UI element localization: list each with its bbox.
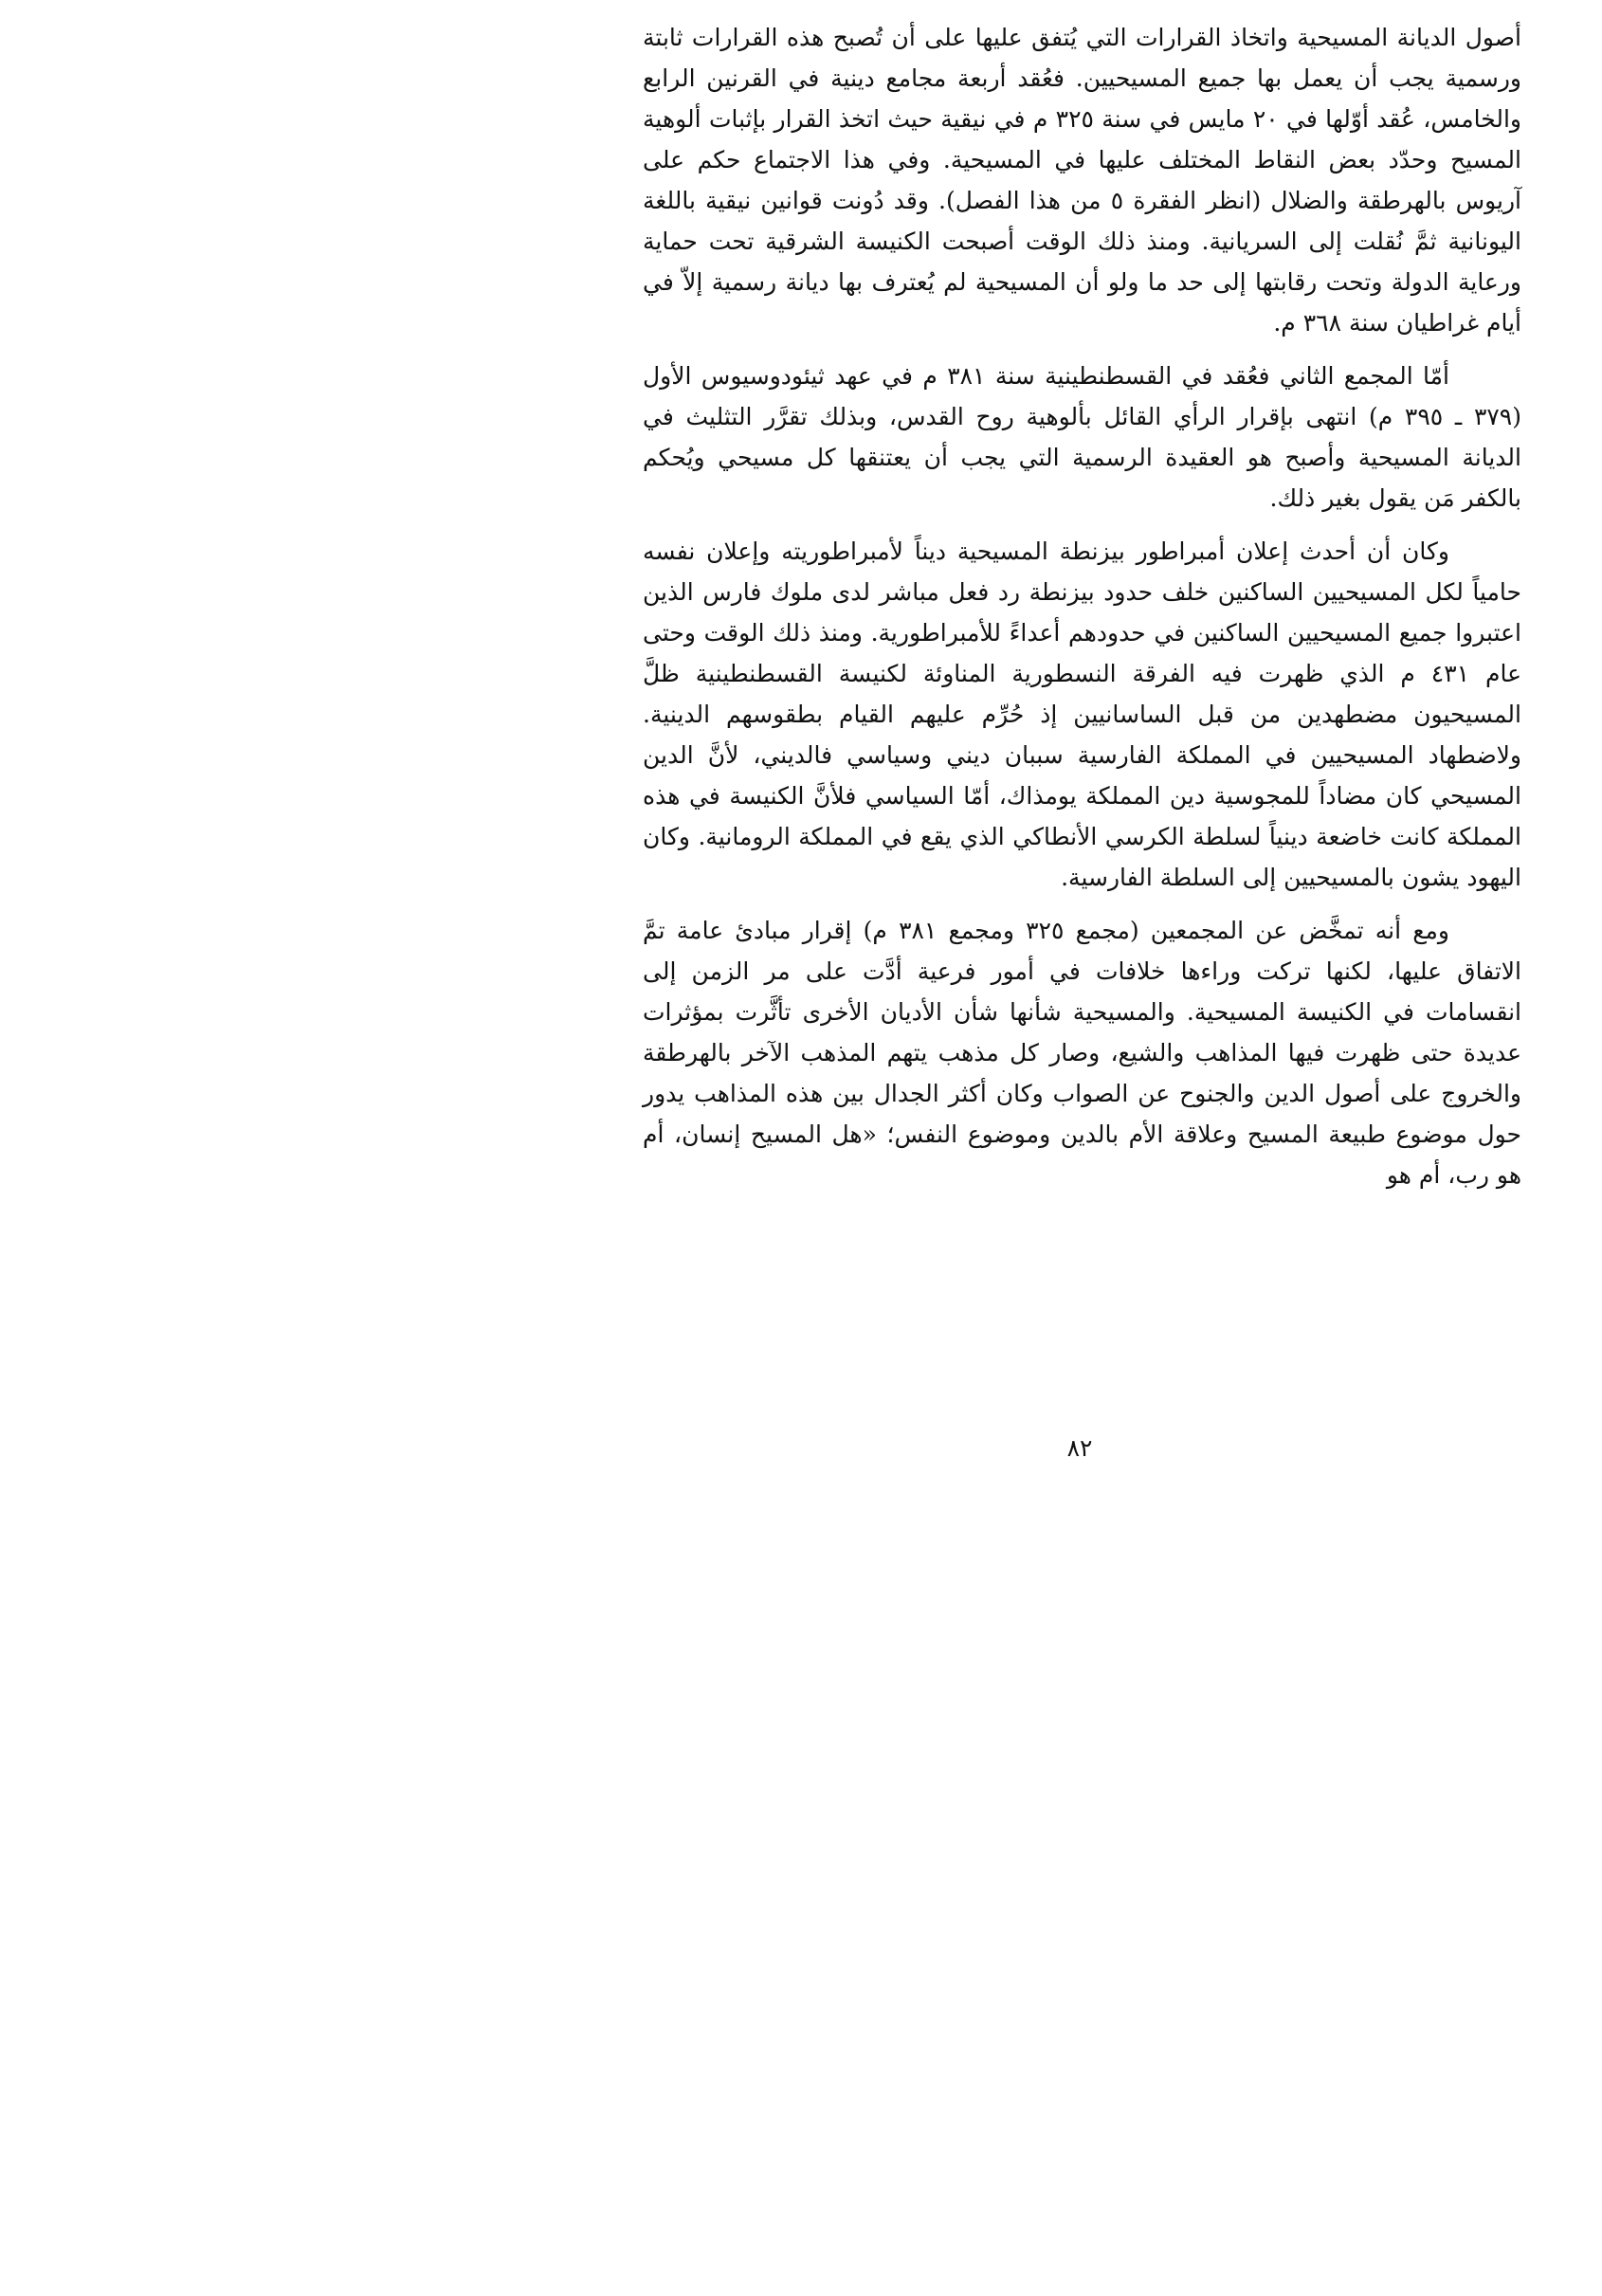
paragraph-3: وكان أن أحدث إعلان أمبراطور بيزنطة المسيحية ديناً لأمبراطوريته وإعلان نفسه حامياً لكل المسيحيين الساكنين خلف حدود بيزنطة رد فعل مباشر لدى ملوك فارس الذين اعتبروا جميع المسيحيين الساكنين في حدودهم أعداءً للأمبراطورية. ومنذ ذلك الوقت وحتى عام ٤٣١ م الذي ظهرت فيه الفرقة النسطورية المناوئة لكنيسة القسطنطينية ظلَّ المسيحيون مضطهدين من قبل الساسانيين إذ حُرِّم عليهم القيام بطقوسهم الدينية. ولاضطهاد المسيحيين في المملكة الفارسية سببان ديني وسياسي فالديني، لأنَّ الدين المسيحي كان مضاداً للمجوسية دين المملكة يومذاك، أمّا السياسي فلأنَّ الكنيسة في هذه المملكة كانت خاضعة دينياً لسلطة الكرسي الأنطاكي الذي يقع في المملكة الرومانية. وكان اليهود يشون بالمسيحيين إلى السلطة الفارسية.: [643, 538, 1521, 891]
paragraph-1: أصول الديانة المسيحية واتخاذ القرارات التي يُتفق عليها على أن تُصبح هذه القرارات ثابتة ورسمية يجب أن يعمل بها جميع المسيحيين. فعُقد أربعة مجامع دينية في القرنين الرابع والخامس، عُقد أوّلها في ٢٠ مايس في سنة ٣٢٥ م في نيقية حيث اتخذ القرار بإثبات ألوهية المسيح وحدّد بعض النقاط المختلف عليها في المسيحية. وفي هذا الاجتماع حكم على آريوس بالهرطقة والضلال (انظر الفقرة ٥ من هذا الفصل). وقد دُونت قوانين نيقية باللغة اليونانية ثمَّ نُقلت إلى السريانية. ومنذ ذلك الوقت أصبحت الكنيسة الشرقية تحت حماية ورعاية الدولة وتحت رقابتها إلى حد ما ولو أن المسيحية لم يُعترف بها ديانة رسمية إلاّ في أيام غراطيان سنة ٣٦٨ م.: [643, 24, 1521, 337]
paragraph-4: ومع أنه تمخَّض عن المجمعين (مجمع ٣٢٥ ومجمع ٣٨١ م) إقرار مبادئ عامة تمَّ الاتفاق عليها، لكنها تركت وراءها خلافات في أمور فرعية أدَّت على مر الزمن إلى انقسامات في الكنيسة المسيحية. والمسيحية شأنها شأن الأديان الأخرى تأثَّرت بمؤثرات عديدة حتى ظهرت فيها المذاهب والشيع، وصار كل مذهب يتهم المذهب الآخر بالهرطقة والخروج على أصول الدين والجنوح عن الصواب وكان أكثر الجدال بين هذه المذاهب يدور حول موضوع طبيعة المسيح وعلاقة الأم بالدين وموضوع النفس؛ «هل المسيح إنسان، أم هو رب، أم هو: [643, 917, 1521, 1189]
paragraph-2: أمّا المجمع الثاني فعُقد في القسطنطينية سنة ٣٨١ م في عهد ثيئودوسيوس الأول (٣٧٩ ـ ٣٩٥ م) انتهى بإقرار الرأي القائل بألوهية روح القدس، وبذلك تقرَّر التثليث في الديانة المسيحية وأصبح هو العقيدة الرسمية التي يجب أن يعتنقها كل مسيحي ويُحكم بالكفر مَن يقول بغير ذلك.: [643, 362, 1522, 512]
page-number: ٨٢: [1066, 1434, 1093, 1462]
body-text: [643, 17, 1521, 1208]
book-page: [557, 0, 1602, 1471]
